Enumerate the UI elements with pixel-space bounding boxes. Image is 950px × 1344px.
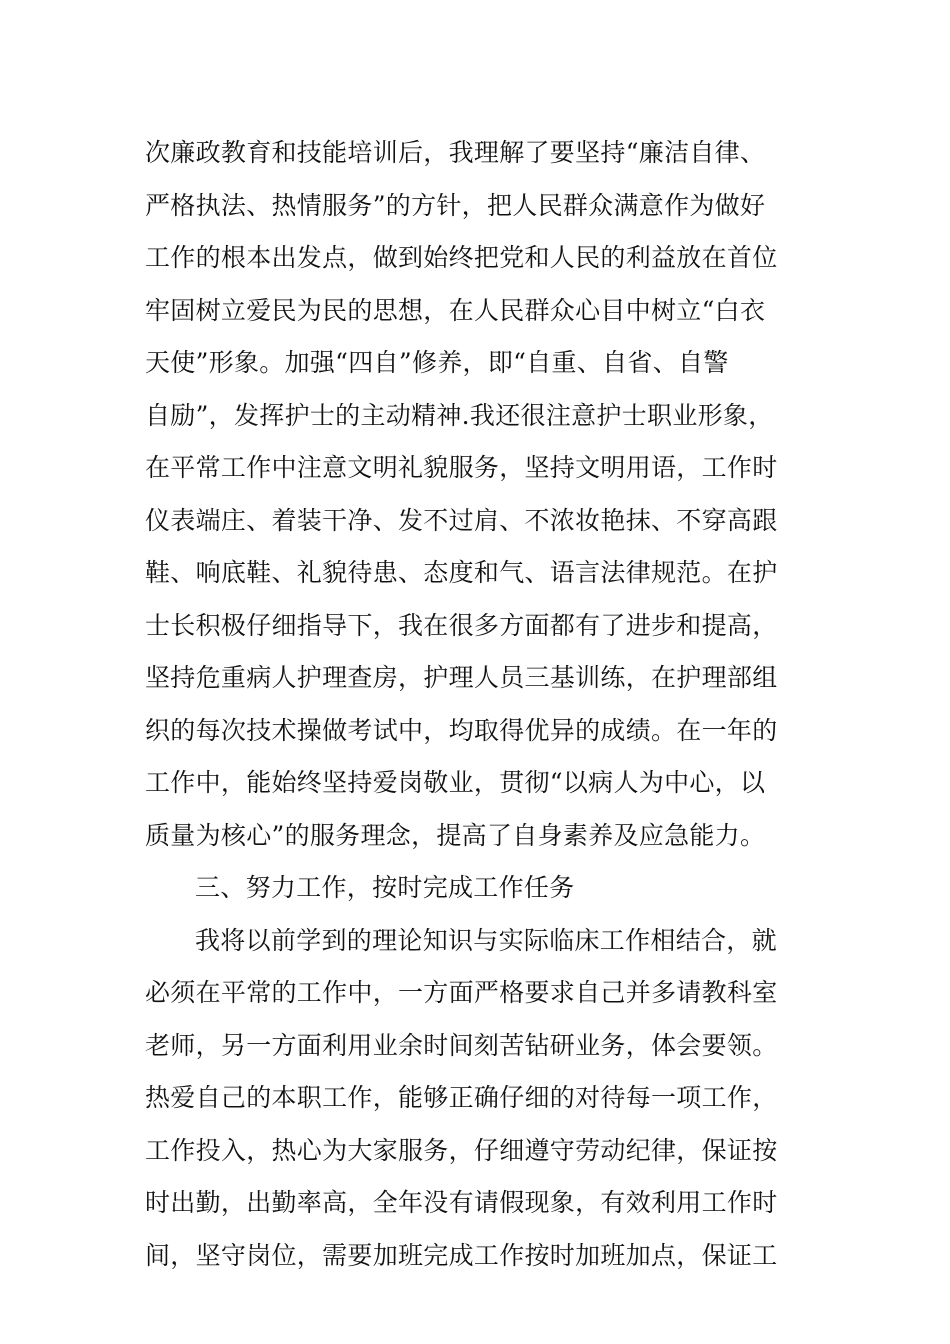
text-line: 牢固树立爱民为民的思想，在人民群众心目中树立“白衣 <box>145 295 766 325</box>
text-line: 严格执法、热情服务”的方针，把人民群众满意作为做好 <box>145 190 766 220</box>
text-line: 工作中，能始终坚持爱岗敬业，贯彻“以病人为中心，以 <box>145 768 766 797</box>
text-line: 天使”形象。加强“四自”修养，即“自重、自省、自警 <box>145 348 729 377</box>
text-line: 热爱自己的本职工作，能够正确仔细的对待每一项工作， <box>145 1083 778 1112</box>
text-line: 工作投入，热心为大家服务，仔细遵守劳动纪律，保证按 <box>145 1135 778 1165</box>
text-line: 间，坚守岗位，需要加班完成工作按时加班加点，保证工 <box>145 1240 778 1270</box>
body-text <box>145 127 815 1282</box>
text-line: 士长积极仔细指导下，我在很多方面都有了进步和提高， <box>145 610 778 640</box>
text-line: 织的每次技术操做考试中，均取得优异的成绩。在一年的 <box>145 715 778 745</box>
text-line: 鞋、响底鞋、礼貌待患、态度和气、语言法律规范。在护 <box>145 558 778 587</box>
text-line: 仪表端庄、着装干净、发不过肩、不浓妆艳抹、不穿高跟 <box>145 505 778 535</box>
text-line: 质量为核心”的服务理念，提高了自身素养及应急能力。 <box>145 820 766 850</box>
text-line: 时出勤，出勤率高，全年没有请假现象，有效利用工作时 <box>145 1188 778 1217</box>
paragraph-start-line: 我将以前学到的理论知识与实际临床工作相结合，就 <box>195 925 777 955</box>
text-line: 老师，另一方面利用业余时间刻苦钻研业务，体会要领。 <box>145 1030 778 1060</box>
text-line: 工作的根本出发点，做到始终把党和人民的利益放在首位 <box>145 243 778 272</box>
text-line: 自励”，发挥护士的主动精神.我还很注意护士职业形象， <box>145 400 774 430</box>
text-line: 在平常工作中注意文明礼貌服务，坚持文明用语，工作时 <box>145 453 778 482</box>
section-heading: 三、努力工作，按时完成工作任务 <box>195 873 575 902</box>
text-line: 坚持危重病人护理查房，护理人员三基训练，在护理部组 <box>145 663 778 692</box>
text-line: 次廉政教育和技能培训后，我理解了要坚持“廉洁自律、 <box>145 138 766 167</box>
text-line: 必须在平常的工作中，一方面严格要求自己并多请教科室 <box>145 978 778 1007</box>
